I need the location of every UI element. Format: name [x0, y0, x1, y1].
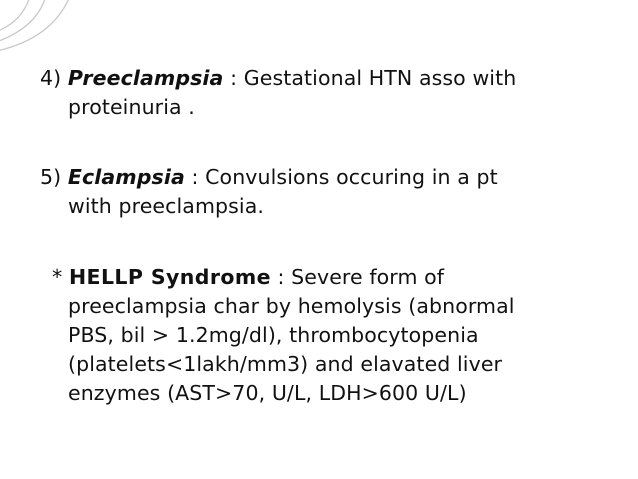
hellp-desc-4: (platelets<1lakh/mm3) and elavated liver	[68, 352, 503, 376]
preeclampsia-number: 4)	[40, 66, 62, 90]
hellp-desc-3: PBS, bil > 1.2mg/dl), thrombocytopenia	[68, 323, 479, 347]
hellp-separator: :	[270, 265, 292, 289]
preeclampsia-term: Preeclampsia	[67, 66, 224, 90]
preeclampsia-desc-2: proteinuria .	[68, 95, 195, 119]
hellp-line-1	[52, 263, 612, 292]
corner-arc-3	[0, 0, 70, 52]
eclampsia-desc-1: Convulsions occuring in a pt	[205, 165, 498, 189]
corner-arc-2	[0, 0, 46, 44]
hellp-point	[52, 263, 612, 408]
eclampsia-number: 5)	[40, 165, 62, 189]
hellp-marker: *	[52, 265, 63, 289]
preeclampsia-desc-1: Gestational HTN asso with	[243, 66, 517, 90]
corner-arc-decoration	[0, 0, 80, 60]
corner-arc-1	[0, 0, 30, 34]
hellp-desc-5: enzymes (AST>70, U/L, LDH>600 U/L)	[68, 381, 467, 405]
preeclampsia-separator: :	[223, 66, 244, 90]
hellp-desc-1: Severe form of	[291, 265, 445, 289]
eclampsia-term: Eclampsia	[67, 165, 185, 189]
preeclampsia-line-1	[40, 64, 600, 93]
hellp-desc-2: preeclampsia char by hemolysis (abnormal	[68, 294, 515, 318]
eclampsia-point	[40, 163, 600, 221]
eclampsia-desc-2: with preeclampsia.	[68, 194, 264, 218]
eclampsia-separator: :	[184, 165, 206, 189]
eclampsia-line-1	[40, 163, 600, 192]
hellp-term: HELLP Syndrome	[68, 265, 271, 289]
preeclampsia-point	[40, 64, 600, 122]
